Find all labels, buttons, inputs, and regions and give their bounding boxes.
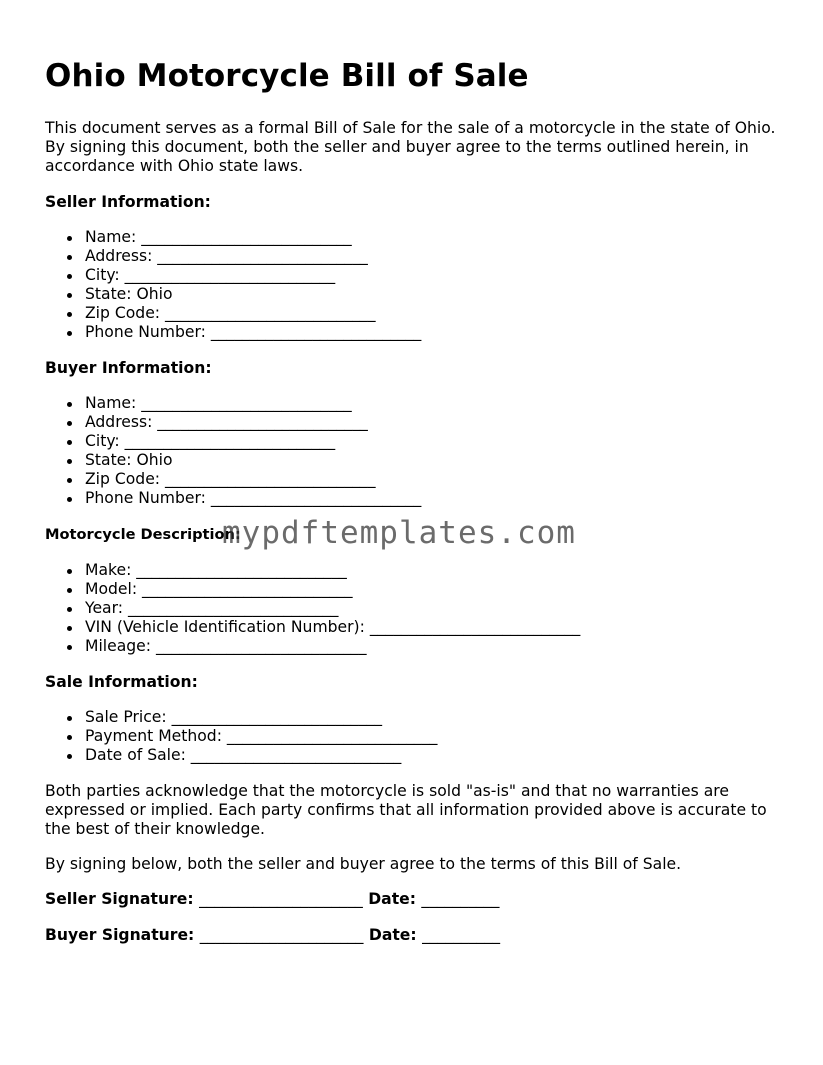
sale-price-field: Sale Price: ___________________________ [45,708,437,727]
seller-zip-field: Zip Code: ___________________________ [45,304,421,323]
buyer-name-field: Name: ___________________________ [45,394,421,413]
intro-paragraph: This document serves as a formal Bill of Sale for the sale of a motorcycle in the state of Ohio. By signing this document, both the seller and buyer agree to the terms outlined herein, in accordance with Ohio state laws. [45,119,776,175]
date-of-sale-field: Date of Sale: ___________________________ [45,746,437,765]
buyer-phone-field: Phone Number: ___________________________ [45,489,421,508]
payment-method-field: Payment Method: ___________________________ [45,727,437,746]
seller-signature-line [45,890,499,908]
page-title: Ohio Motorcycle Bill of Sale [45,58,529,94]
agreement-paragraph: By signing below, both the seller and buyer agree to the terms of this Bill of Sale. [45,855,682,873]
buyer-city-field: City: ___________________________ [45,432,421,451]
buyer-signature-line [45,926,500,944]
motorcycle-fields-list [45,561,580,656]
seller-signature-blank: _____________________ [199,890,363,908]
motorcycle-mileage-field: Mileage: ___________________________ [45,637,580,656]
motorcycle-make-field: Make: ___________________________ [45,561,580,580]
seller-phone-field: Phone Number: ___________________________ [45,323,421,342]
buyer-fields-list [45,394,421,509]
buyer-signature-label: Buyer Signature: [45,926,195,944]
acknowledgment-paragraph: Both parties acknowledge that the motorcycle is sold "as-is" and that no warranties are expressed or implied. Each party confirms that all information provided above is accurate to the best of their knowledge. [45,782,767,838]
buyer-signature-blank: _____________________ [199,926,364,944]
seller-fields-list [45,228,421,343]
seller-state-field: State: Ohio [45,285,421,304]
motorcycle-model-field: Model: ___________________________ [45,580,580,599]
buyer-address-field: Address: ___________________________ [45,413,421,432]
seller-date-blank: __________ [421,890,500,908]
watermark-text: mypdftemplates.com [222,515,576,551]
seller-signature-label: Seller Signature: [45,890,194,908]
seller-city-field: City: ___________________________ [45,266,421,285]
sale-section-heading: Sale Information: [45,673,198,691]
seller-date-label: Date: [368,890,416,908]
seller-section-heading: Seller Information: [45,193,211,211]
buyer-zip-field: Zip Code: ___________________________ [45,470,421,489]
seller-address-field: Address: ___________________________ [45,247,421,266]
buyer-state-field: State: Ohio [45,451,421,470]
buyer-date-blank: __________ [422,926,501,944]
motorcycle-section-heading: Motorcycle Description: [45,526,241,543]
motorcycle-vin-field: VIN (Vehicle Identification Number): ___________________________ [45,618,580,637]
buyer-section-heading: Buyer Information: [45,359,212,377]
motorcycle-year-field: Year: ___________________________ [45,599,580,618]
buyer-date-label: Date: [368,926,417,944]
sale-fields-list [45,708,437,765]
seller-name-field: Name: ___________________________ [45,228,421,247]
